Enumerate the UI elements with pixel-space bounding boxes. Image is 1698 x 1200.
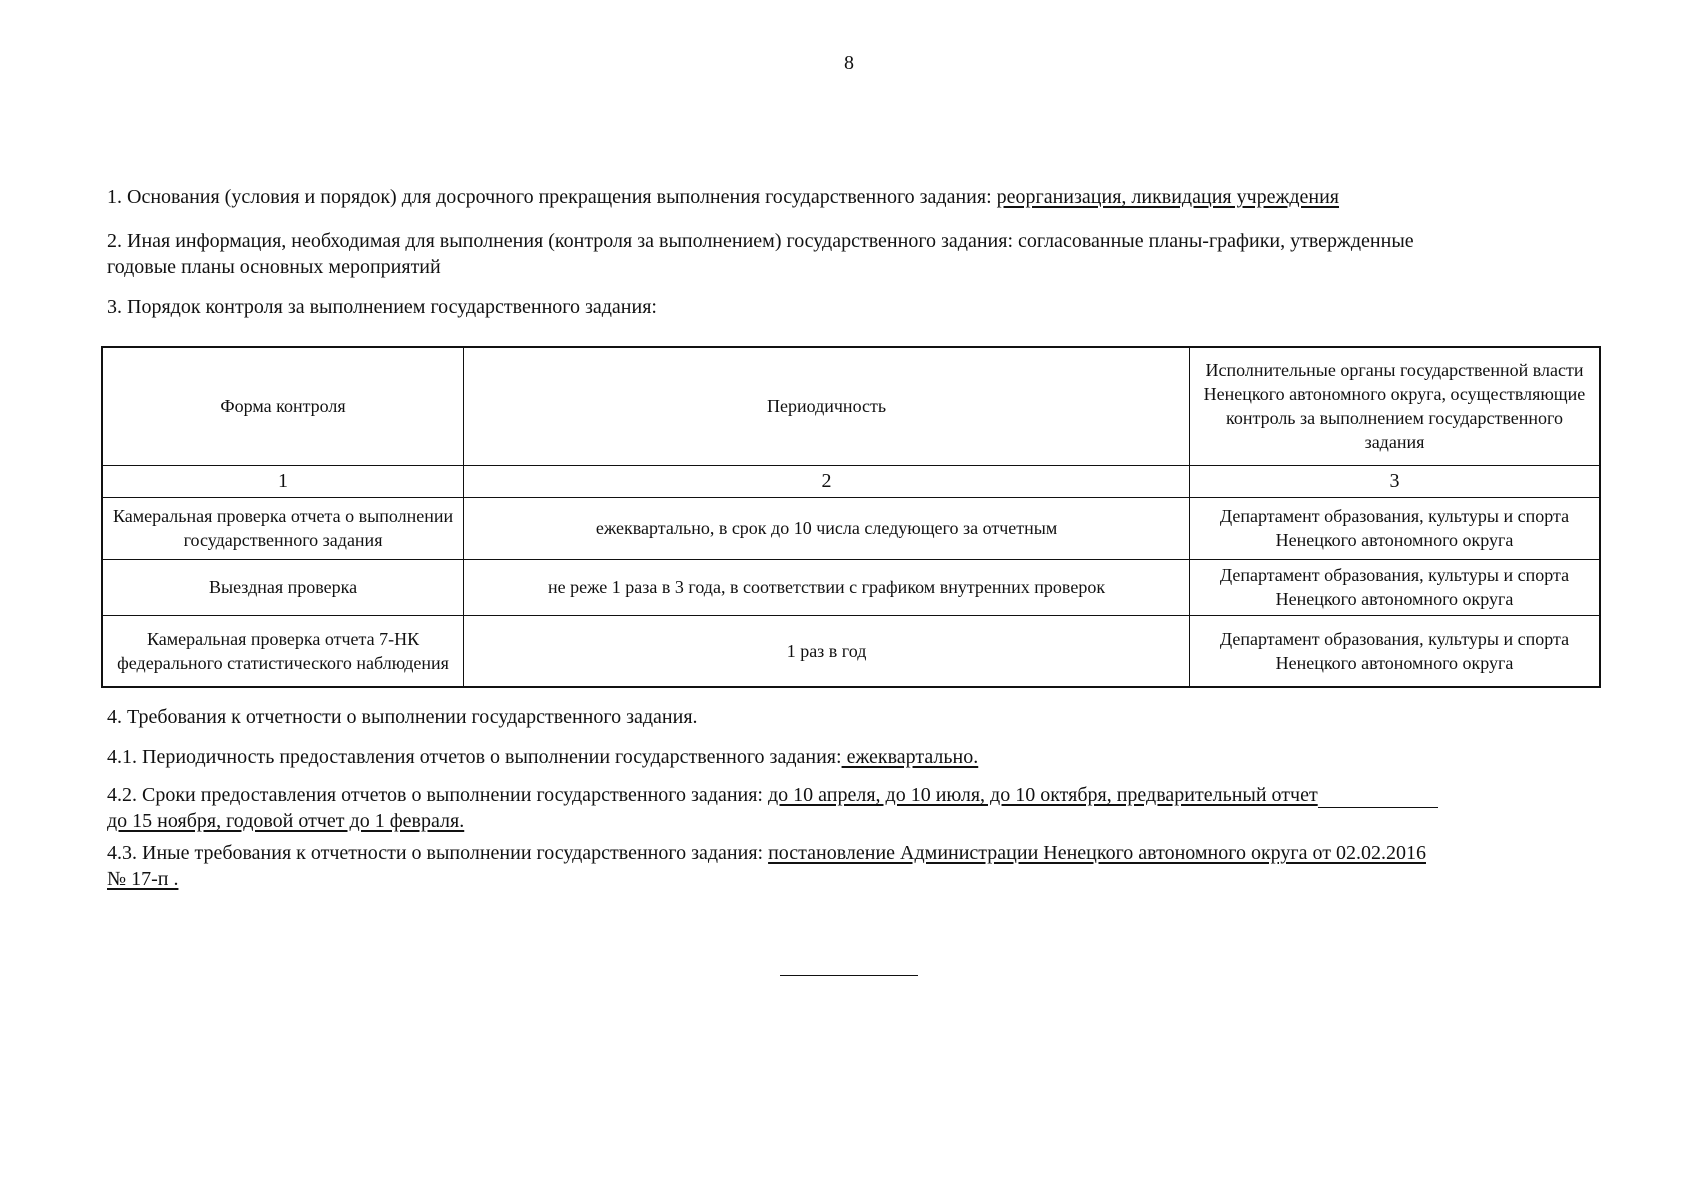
section-2-line-2: годовые планы основных мероприятий	[107, 256, 441, 278]
section-2	[107, 228, 1607, 280]
section-4-3-line-1-wrap	[107, 840, 1607, 866]
row-3-authority: Департамент образования, культуры и спорта Ненецкого автономного округа	[1189, 615, 1600, 687]
section-4-2-value-line-1: до 10 апреля, до 10 июля, до 10 октября, предварительный отчет	[768, 784, 1318, 806]
section-4-1	[107, 744, 1607, 770]
closing-rule	[780, 975, 918, 976]
section-4-2	[107, 782, 1607, 834]
section-1	[107, 184, 1607, 210]
section-4-3	[107, 840, 1607, 892]
section-4-3-value-line-1: постановление Администрации Ненецкого автономного округа от 02.02.2016	[768, 842, 1426, 864]
row-2-authority: Департамент образования, культуры и спорта Ненецкого автономного округа	[1189, 559, 1600, 615]
column-number-3: 3	[1189, 465, 1600, 497]
row-3-period: 1 раз в год	[464, 615, 1190, 687]
table-number-row	[102, 465, 1600, 497]
header-authority: Исполнительные органы государственной власти Ненецкого автономного округа, осуществляющие контроль за выполнением государственного задания	[1189, 347, 1600, 465]
section-4-3-value-line-2: № 17-п .	[107, 868, 179, 890]
row-2-form: Выездная проверка	[102, 559, 464, 615]
row-1-form: Камеральная проверка отчета о выполнении государственного задания	[102, 497, 464, 559]
section-4-3-text: 4.3. Иные требования к отчетности о выполнении государственного задания:	[107, 842, 769, 864]
section-4-1-value: ежеквартально.	[841, 746, 979, 768]
section-2-line-1: 2. Иная информация, необходимая для выполнения (контроля за выполнением) государственного задания: согласованные планы-графики, утвержденные	[107, 230, 1414, 252]
section-3-text: 3. Порядок контроля за выполнением государственного задания:	[107, 296, 657, 318]
table-row	[102, 559, 1600, 615]
section-4-title-text: 4. Требования к отчетности о выполнении государственного задания.	[107, 706, 698, 728]
row-1-period: ежеквартально, в срок до 10 числа следующего за отчетным	[464, 497, 1190, 559]
section-4-2-text: 4.2. Сроки предоставления отчетов о выполнении государственного задания:	[107, 784, 768, 806]
table-header-row	[102, 347, 1600, 465]
row-1-authority: Департамент образования, культуры и спорта Ненецкого автономного округа	[1189, 497, 1600, 559]
section-4-1-text: 4.1. Периодичность предоставления отчетов о выполнении государственного задания:	[107, 746, 842, 768]
table-row	[102, 497, 1600, 559]
page-number: 8	[844, 52, 854, 74]
section-1-value: реорганизация, ликвидация учреждения	[996, 186, 1340, 208]
control-table	[101, 346, 1601, 688]
header-period: Периодичность	[464, 347, 1190, 465]
section-4-2-value-line-2: до 15 ноября, годовой отчет до 1 февраля.	[107, 810, 465, 832]
header-form: Форма контроля	[102, 347, 464, 465]
row-2-period: не реже 1 раза в 3 года, в соответствии с графиком внутренних проверок	[464, 559, 1190, 615]
underline-fill	[1318, 787, 1438, 808]
row-3-form: Камеральная проверка отчета 7-НК федерального статистического наблюдения	[102, 615, 464, 687]
section-4-3-line-2-wrap	[107, 866, 1607, 892]
column-number-2: 2	[464, 465, 1190, 497]
column-number-1: 1	[102, 465, 464, 497]
section-4-2-line-1-wrap	[107, 782, 1607, 808]
table-row	[102, 615, 1600, 687]
section-1-text: 1. Основания (условия и порядок) для досрочного прекращения выполнения государственного задания:	[107, 186, 997, 208]
section-4-2-line-2-wrap	[107, 808, 1607, 834]
section-4-title	[107, 704, 1607, 730]
section-3	[107, 294, 1607, 320]
